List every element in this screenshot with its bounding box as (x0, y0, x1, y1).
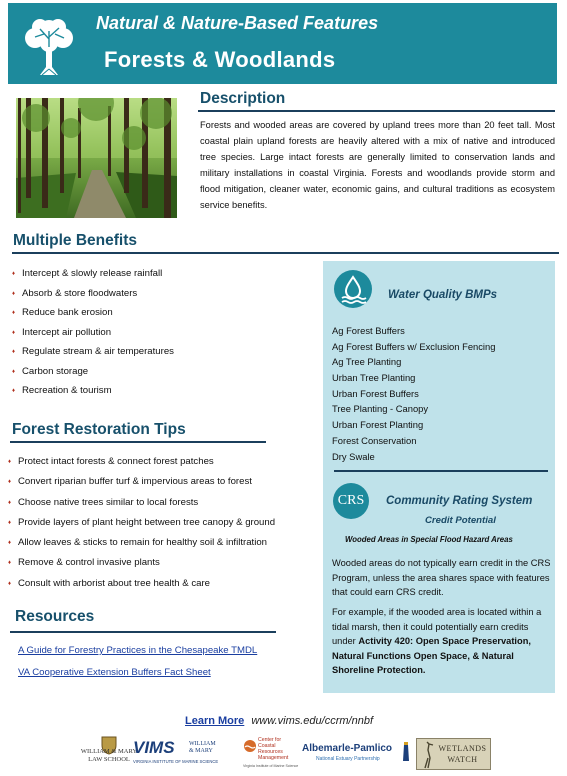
list-item: Dry Swale (332, 450, 375, 462)
vims-wordmark: VIMS (133, 738, 175, 757)
list-item: Urban Forest Buffers (332, 387, 419, 399)
tips-list (8, 455, 275, 597)
list-item: ♦ Allow leaves & sticks to remain for healthy soil & infiltration (8, 536, 275, 556)
resource-link-buffers-fact-sheet[interactable]: VA Cooperative Extension Buffers Fact Sheet (18, 667, 211, 678)
wetlands-line-1: WETLANDS (438, 744, 487, 753)
vims-logo (133, 738, 233, 770)
crs-paragraph-1: Wooded areas do not typically earn credit in the CRS Program, unless the area shares space with features that could earn CRS credit. (332, 558, 551, 597)
benefits-list (12, 267, 174, 404)
lighthouse-icon (402, 741, 410, 761)
description-rule (198, 110, 555, 112)
resources-rule (10, 631, 276, 633)
wetlands-line-2: WATCH (447, 755, 478, 764)
ccrm-line-4: Management (258, 755, 289, 761)
benefits-rule (12, 252, 559, 254)
heron-icon (419, 740, 435, 770)
crs-activity-420: Activity 420: Open Space Preservation, Natural Functions Open Space, & Natural Shoreline Protection. (332, 636, 531, 675)
panel-divider (334, 470, 548, 472)
tree-icon (22, 17, 76, 77)
ccrm-wave-icon (243, 739, 257, 753)
list-item: Urban Tree Planting (332, 372, 416, 384)
ccrm-logo (243, 737, 299, 773)
ccrm-subtitle: Virginia Institute of Marine Science (243, 764, 299, 768)
list-item: ♦ Absorb & store floodwaters (12, 287, 174, 307)
vims-side-2: & MARY (189, 748, 213, 754)
crs-subtitle: Credit Potential (425, 515, 496, 526)
water-drop-icon (334, 270, 372, 308)
list-item: ♦ Intercept air pollution (12, 326, 174, 346)
resource-link-forestry-guide[interactable]: A Guide for Forestry Practices in the Chesapeake TMDL (18, 645, 258, 656)
vims-subtitle: VIRGINIA INSTITUTE OF MARINE SCIENCE (133, 759, 219, 764)
list-item: ♦ Reduce bank erosion (12, 306, 174, 326)
vims-side-1: WILLIAM (189, 741, 216, 747)
description-heading: Description (200, 90, 286, 107)
learn-more-line (185, 715, 373, 727)
crs-badge: CRS (333, 483, 369, 519)
learn-more-url[interactable]: www.vims.edu/ccrm/nnbf (251, 715, 374, 727)
list-item: Ag Forest Buffers w/ Exclusion Fencing (332, 340, 496, 352)
list-item: ♦ Choose native trees similar to local forests (8, 496, 275, 516)
water-quality-list (332, 324, 495, 465)
ccrm-line-2: Coastal (258, 743, 276, 749)
albemarle-pamlico-logo (302, 743, 412, 767)
description-text: Forests and wooded areas are covered by upland trees more than 20 feet tall. Most coastal plain upland forests are heavily altered with a mix of native and introduced tree species. Large intact forests are generally limited to conservation lands and military installations in coastal Virginia. Forests and woodlands provide storm and flood mitigation, cleaner water, economic gains, and cultural traditions as ecosystem service benefits. (200, 120, 555, 210)
header-subtitle: Natural & Nature-Based Features (96, 13, 379, 33)
list-item: Ag Forest Buffers (332, 325, 405, 336)
crs-subheading: Wooded Areas in Special Flood Hazard Areas (345, 535, 513, 544)
wm-law-line-2: LAW SCHOOL (88, 756, 130, 763)
albemarle-subtitle: National Estuary Partnership (316, 756, 380, 762)
page-title: Forests & Woodlands (104, 47, 336, 72)
learn-more-link[interactable]: Learn More (185, 715, 245, 727)
list-item: ♦ Remove & control invasive plants (8, 556, 275, 576)
wetlands-watch-logo (416, 738, 491, 770)
crs-title: Community Rating System (386, 495, 533, 507)
list-item: ♦ Consult with arborist about tree health & care (8, 577, 275, 597)
resources-heading: Resources (15, 608, 95, 625)
water-quality-title: Water Quality BMPs (388, 289, 498, 301)
tips-rule (10, 441, 266, 443)
list-item: ♦ Recreation & tourism (12, 384, 174, 404)
list-item: ♦ Intercept & slowly release rainfall (12, 267, 174, 287)
list-item: ♦ Convert riparian buffer turf & impervious areas to forest (8, 475, 275, 495)
wm-law-line-1: WILLIAM & MARY (80, 748, 138, 755)
list-item: ♦ Carbon storage (12, 365, 174, 385)
crs-paragraph-2-text: For example, if the wooded area is located within a tidal marsh, then it could potentially earn credits under (332, 607, 542, 646)
ccrm-line-3: Resources (258, 749, 283, 755)
forest-photo (16, 98, 177, 218)
list-item: Forest Conservation (332, 434, 417, 446)
list-item: ♦ Provide layers of plant height between tree canopy & ground (8, 516, 275, 536)
header-banner (8, 3, 557, 84)
list-item: Urban Forest Planting (332, 419, 424, 431)
list-item: ♦ Regulate stream & air temperatures (12, 345, 174, 365)
list-item: ♦ Protect intact forests & connect forest patches (8, 455, 275, 475)
crs-paragraph-2 (332, 605, 552, 678)
list-item: Ag Tree Planting (332, 356, 402, 368)
tips-heading: Forest Restoration Tips (12, 421, 186, 438)
albemarle-wordmark: Albemarle-Pamlico (302, 743, 393, 754)
benefits-heading: Multiple Benefits (13, 232, 138, 249)
list-item: Tree Planting - Canopy (332, 403, 429, 415)
ccrm-line-1: Center for (258, 737, 282, 743)
